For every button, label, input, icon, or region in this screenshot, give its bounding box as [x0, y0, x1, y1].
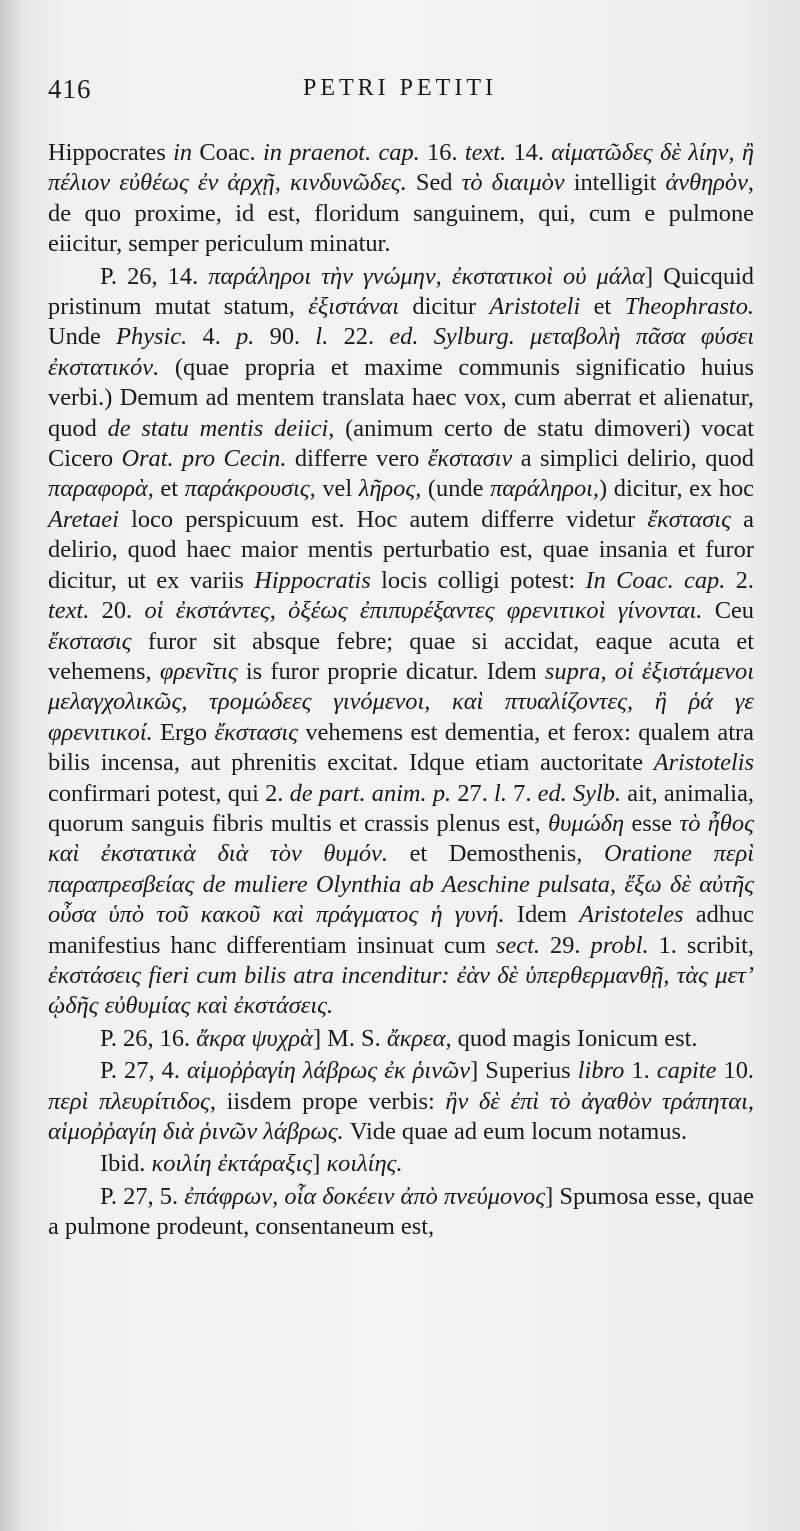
text-run: 7. [506, 779, 538, 807]
text-run: esse [624, 809, 680, 837]
italic-run: l. [494, 779, 507, 807]
italic-run: Oratione [603, 840, 693, 868]
text-run [692, 840, 714, 867]
text-run: P. 27, 5. [100, 1182, 185, 1210]
text-run: ait, animalia, quorum sanguis fibris multis et crassis plenus est, [48, 779, 754, 837]
running-head: PETRI PETITI [303, 75, 497, 101]
text-run: adhuc manifestius hanc differentiam insinuat cum [48, 901, 755, 959]
italic-run: παραφορὰ, [48, 475, 154, 503]
text-run: Idem [504, 901, 580, 929]
text-run: Unde [48, 323, 117, 351]
text-run: ] [312, 1150, 327, 1178]
italic-run: de part. anim. p. [289, 779, 452, 807]
text-run: Ceu [702, 597, 754, 625]
paragraph [48, 1024, 754, 1054]
page-header [48, 74, 752, 114]
text-run: 14. [506, 139, 552, 166]
italic-run: μεταβολὴ πᾶσα φύσει ἐκστατικόν. [48, 323, 754, 381]
text-run: 1. [624, 1057, 657, 1085]
italic-run: in [173, 139, 193, 166]
text-run: 10. [716, 1057, 754, 1085]
italic-run: Hippocratis [254, 566, 371, 594]
text-run: et [153, 475, 185, 503]
text-run: ] Quicquid pristinum mutat statum, [48, 262, 754, 321]
text-run: (unde [421, 475, 491, 503]
italic-run: text. [48, 597, 90, 625]
italic-run: sect. [495, 931, 540, 959]
text-run: loco perspicuum est. Hoc autem differre videtur [118, 505, 648, 533]
text-run [607, 658, 615, 685]
text-run: de quo proxime, id est, floridum sanguinem, qui, cum e pulmone eiicitur, semper periculum minatur. [48, 199, 754, 258]
text-run: quod magis Ionicum est. [451, 1024, 698, 1052]
text-run: Sed [406, 169, 462, 197]
text-run: 4. [187, 323, 237, 351]
italic-run: probl. [590, 931, 649, 959]
italic-run: αἱμοῤῥαγίη λάβρως ἐκ ῥινῶν [187, 1057, 471, 1085]
text-run: differre vero [286, 445, 428, 473]
text-run: locis colligi potest: [370, 566, 586, 594]
italic-run: οἱ ἐξιστάμενοι μελαγχολικῶς, τρομώδεες γινόμενοι, καὶ πτυαλίζοντες, ἢ ῥά γε φρενιτικοί. [48, 657, 754, 746]
paragraph [48, 1149, 754, 1179]
italic-run: παράληροι τὴν γνώμην, ἐκστατικοὶ οὐ μάλα [208, 262, 645, 290]
text-run: 1. scribit, [648, 931, 754, 959]
text-run: ] M. S. [312, 1024, 387, 1052]
text-run: P. 27, 4. [100, 1057, 188, 1085]
italic-run: ἐξιστάναι [308, 293, 400, 321]
text-run: et Demosthenis, [387, 840, 604, 868]
italic-run: ἐκστάσεις fieri cum bilis atra incenditur: ἐὰν δὲ ὑπερθερμανθῇ, τὰς μετ’ ᾠδῆς εὐθυμίας καὶ ἐκστάσεις. [48, 961, 754, 1020]
italic-run: text. [464, 139, 507, 166]
italic-run: Aristoteles [579, 901, 684, 929]
italic-run: ἀνθηρὸν, [665, 169, 754, 197]
italic-run: ἐπάφρων, οἷα δοκέειν ἀπὸ πνεύμονος [184, 1182, 546, 1210]
italic-run: Aristoteli [489, 293, 581, 321]
paragraph [48, 262, 754, 1022]
body-text [48, 138, 754, 1243]
italic-run: ἢν δὲ ἐπὶ τὸ ἀγαθὸν τράπηται, αἱμοῤῥαγίη διὰ ῥινῶν λάβρως. [48, 1087, 754, 1145]
italic-run: supra, [544, 657, 607, 685]
italic-run: capite [656, 1057, 717, 1085]
italic-run: Aristotelis [653, 749, 754, 777]
italic-run: ἔκστασις [647, 505, 731, 533]
italic-run: in praenot. cap. [262, 139, 420, 166]
text-run: furor sit absque febre; quae si accidat, eaque acuta et vehemens, [48, 627, 754, 685]
italic-run: θυμώδη [548, 809, 625, 837]
italic-run: κοιλίη ἐκτάραξις [151, 1150, 313, 1178]
page-number: 416 [48, 74, 92, 104]
italic-run: ἄκρεα, [386, 1024, 452, 1052]
text-run: Ergo [152, 718, 215, 746]
italic-run: Theophrasto. [624, 293, 754, 321]
text-run: Hippocrates [48, 139, 174, 166]
text-run: confirmari potest, qui 2. [48, 779, 290, 807]
italic-run: κοιλίης. [326, 1150, 403, 1178]
italic-run: ed. Sylb. [537, 779, 622, 807]
italic-run: de statu mentis deiici, [107, 414, 335, 442]
italic-run: λῆρος, [358, 475, 422, 503]
text-run: 90. [254, 323, 316, 351]
italic-run: ἔκστασις [214, 718, 299, 746]
text-run [194, 871, 202, 898]
italic-run: de muliere Olynthia ab Aeschine pulsata, [202, 870, 617, 898]
italic-run: ἔκστασις [48, 627, 132, 655]
text-run: Coac. [192, 139, 263, 166]
italic-run: τὸ ἦθος καὶ ἐκστατικὰ διὰ τὸν θυμόν. [48, 809, 754, 868]
text-run: a delirio, quod haec maior mentis perturbatio est, quae insania et furor dicitur, ut ex variis [48, 505, 754, 594]
text-run: 2. [725, 566, 754, 594]
text-run: intelligit [564, 169, 666, 197]
text-run: 16. [419, 139, 465, 166]
italic-run: ἔκστασιν [427, 445, 513, 473]
italic-run: οἱ ἐκστάντες, ὀξέως ἐπιπυρέξαντες φρενιτικοὶ γίνονται. [144, 597, 703, 625]
text-run: Ibid. [100, 1150, 152, 1178]
italic-run: ἔξω δὲ αὐτῆς οὖσα ὑπὸ τοῦ κακοῦ καὶ πράγματος ἡ γυνή. [48, 870, 754, 929]
text-run: 20. [89, 597, 145, 625]
text-run: is furor proprie dicatur. Idem [237, 657, 545, 685]
text-run: ) dicitur, ex hoc [599, 475, 754, 503]
italic-run: l. [315, 323, 329, 351]
text-run: vel [315, 475, 359, 503]
text-run: et [580, 293, 625, 321]
text-run: ] Superius [470, 1057, 578, 1085]
text-run [515, 323, 530, 350]
italic-run: ed. Sylburg. [389, 323, 515, 351]
italic-run: Aretaei [48, 505, 119, 533]
paragraph [48, 1056, 754, 1147]
italic-run: παράκρουσις, [184, 475, 316, 503]
text-run: 27. [451, 779, 495, 807]
italic-run: αἱματῶδες δὲ λίην, ἢ πέλιον εὐθέως ἐν ἀρχῇ, κινδυνῶδες. [48, 139, 754, 197]
italic-run: libro [577, 1057, 625, 1085]
text-run: dicitur [399, 293, 490, 321]
paragraph [48, 1182, 754, 1243]
text-run: (quae propria et maxime communis significatio huius verbi.) Demum ad mentem translata haec vox, cum aberrat et alienatur, quod [48, 353, 754, 442]
italic-run: παράληροι, [490, 475, 600, 503]
italic-run: p. [236, 323, 255, 351]
text-run: P. 26, 14. [100, 262, 209, 290]
italic-run: φρενῖτις [159, 657, 238, 685]
text-run: (animum certo de statu dimoveri) vocat Cicero [48, 414, 754, 473]
text-run: P. 26, 16. [100, 1024, 197, 1052]
italic-run: τὸ διαιμὸν [461, 169, 565, 197]
text-run: a simplici delirio, quod [512, 445, 754, 473]
text-run: 29. [539, 931, 591, 959]
text-run: Vide quae ad eum locum notamus. [343, 1118, 688, 1145]
italic-run: In Coac. cap. [585, 566, 726, 594]
italic-run: ἄκρα ψυχρὰ [196, 1024, 313, 1052]
text-run: iisdem prope verbis: [216, 1087, 446, 1115]
italic-run: Orat. pro Cecin. [121, 445, 287, 473]
italic-run: περὶ πλευρίτιδος, [48, 1087, 217, 1115]
text-run: 22. [328, 323, 390, 351]
text-run: ] Spumosa esse, quae a pulmone prodeunt, consentaneum est, [48, 1182, 754, 1241]
paragraph [48, 138, 754, 260]
italic-run: Physic. [116, 323, 188, 351]
text-run: vehemens est dementia, et ferox: qualem atra bilis incensa, aut phrenitis excitat. Idque etiam auctoritate [48, 718, 754, 777]
italic-run: περὶ παραπρεσβείας [48, 840, 754, 898]
